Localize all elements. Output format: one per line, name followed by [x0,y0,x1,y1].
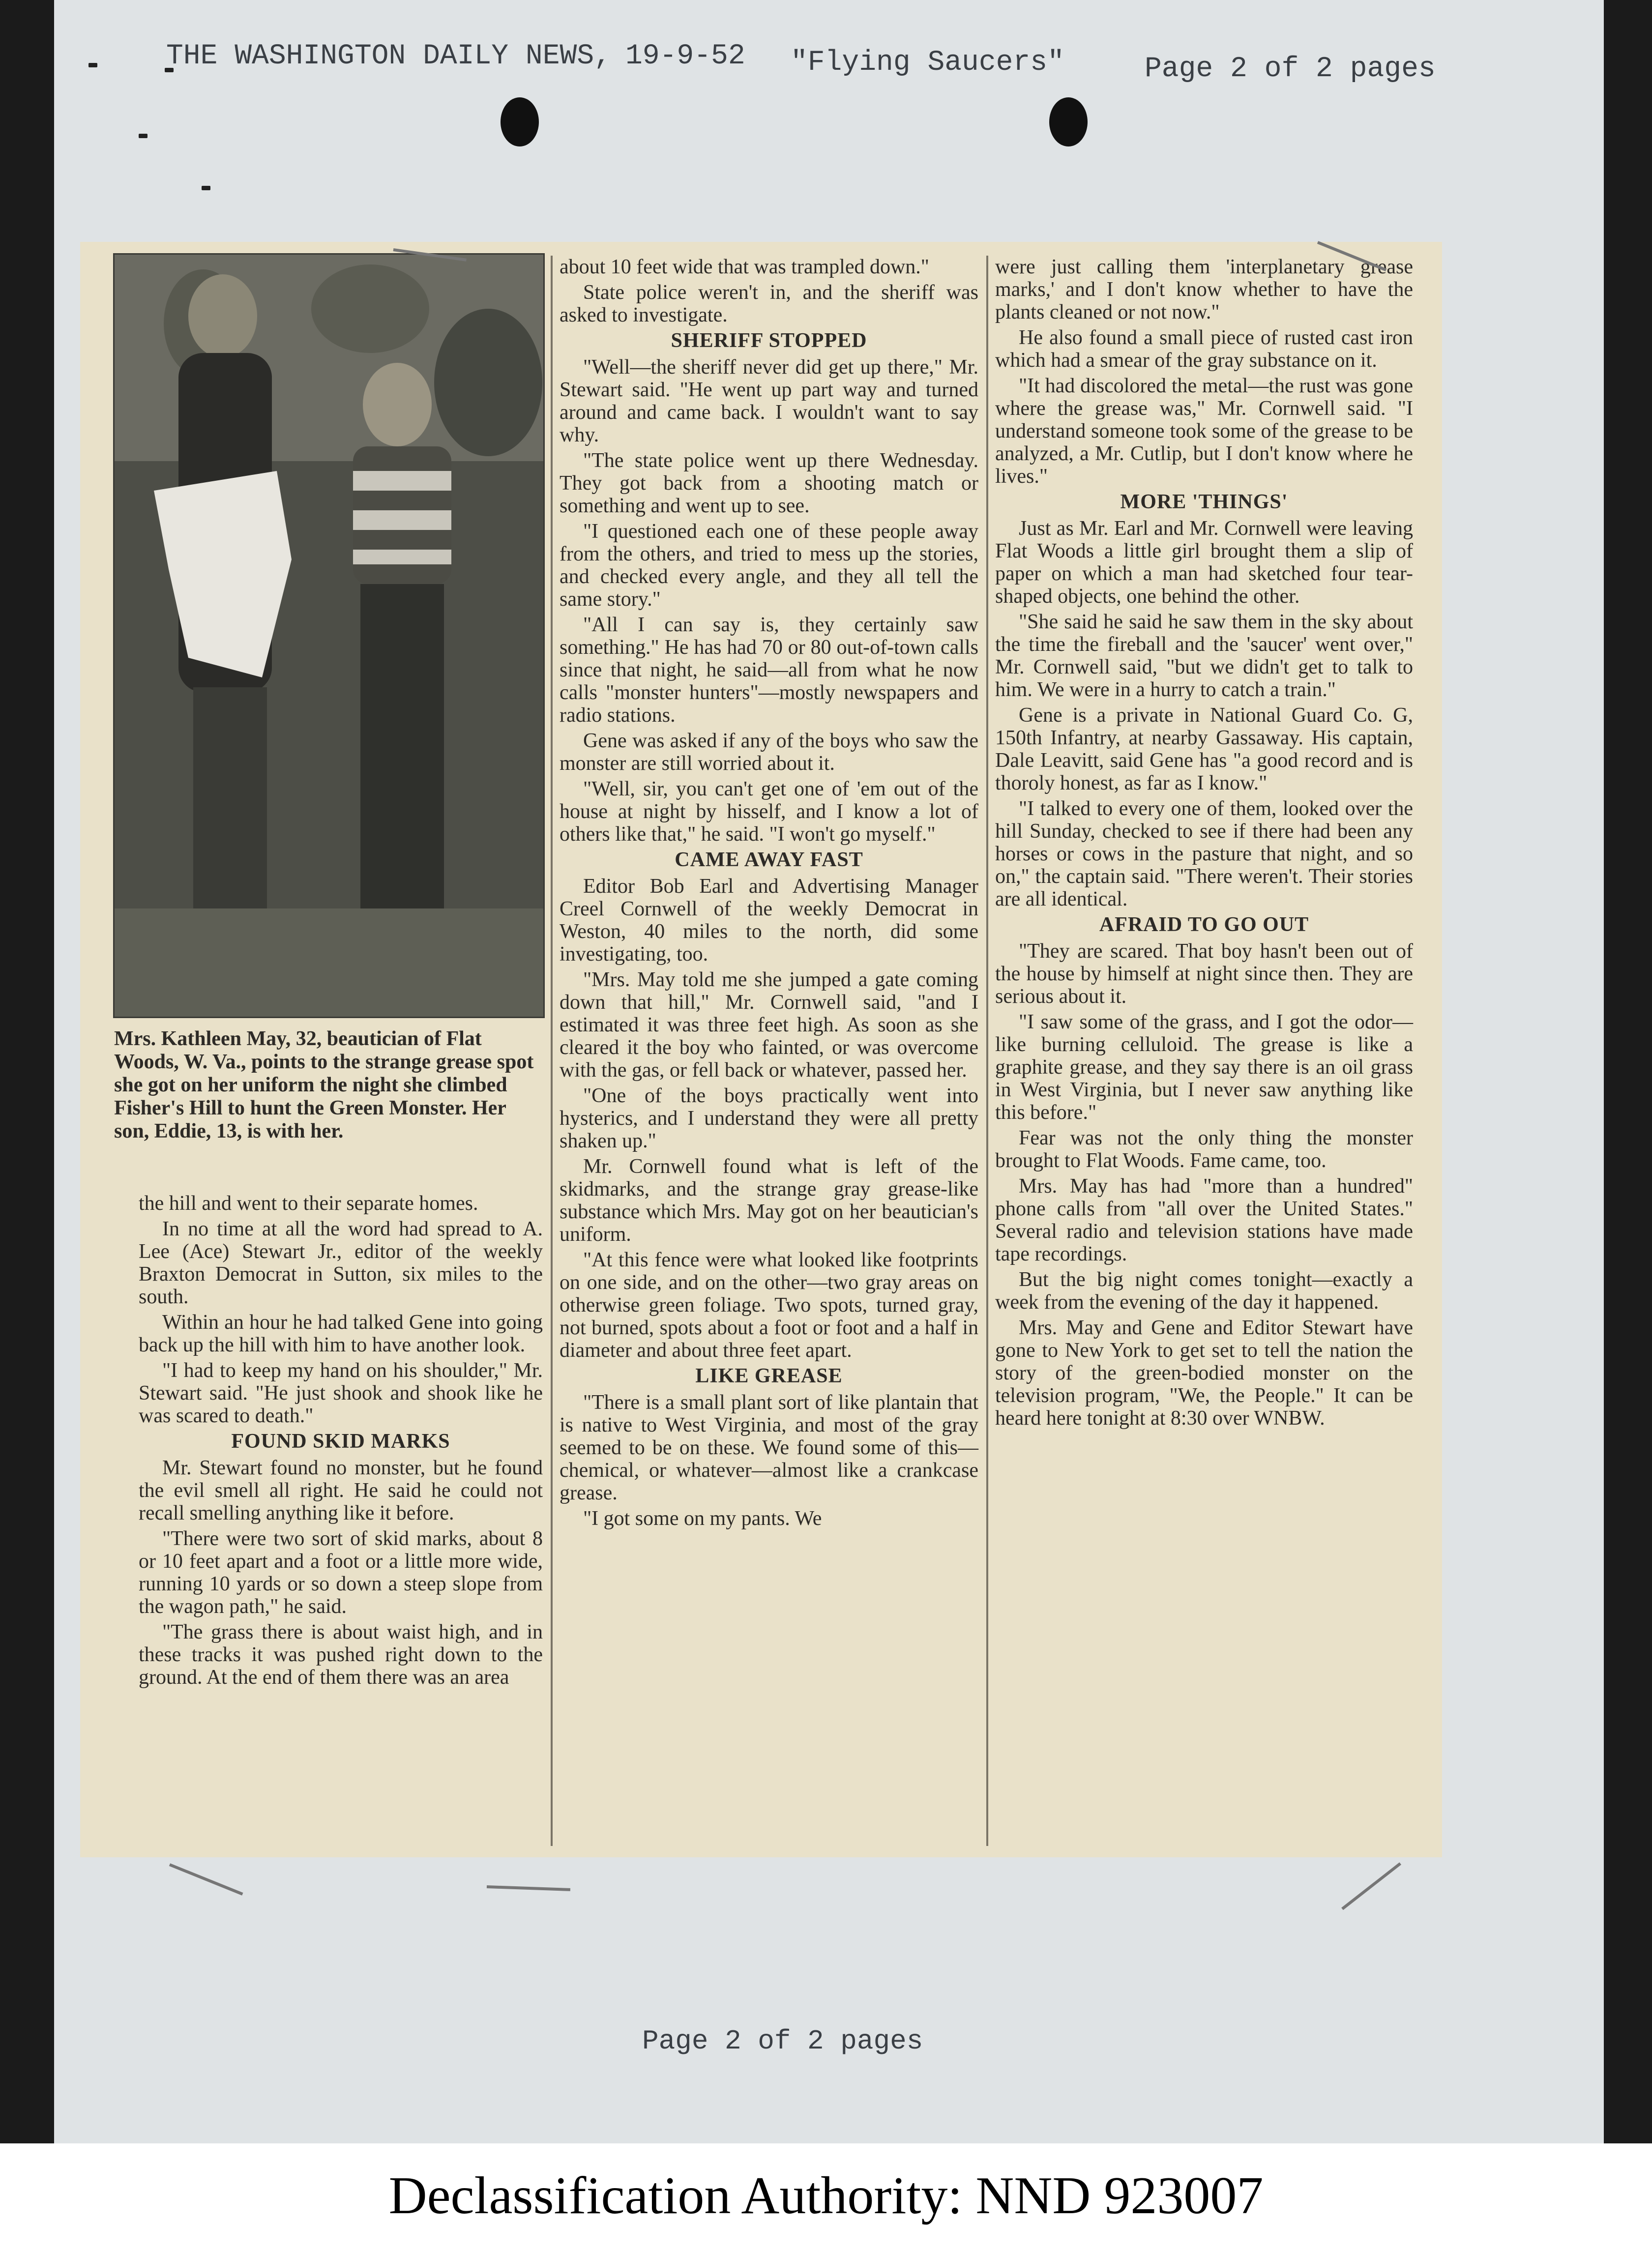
header-page: Page 2 of 2 pages [1145,53,1436,85]
paragraph: were just calling them 'interplanetary grease marks,' and I don't know whether to have the plants cleaned or not now." [995,256,1413,323]
article-column-2 [560,256,978,1533]
paragraph: "Mrs. May told me she jumped a gate coming down that hill," Mr. Cornwell said, "and I estimated it was three feet high. As soon as she cleared it the boy who fainted, or was overcome with the gas, or fell back or whatever, passed her. [560,968,978,1082]
paragraph: Editor Bob Earl and Advertising Manager Creel Cornwell of the weekly Democrat in Weston, 40 miles to the north, did some investigating, too. [560,875,978,966]
paragraph: State police weren't in, and the sheriff was asked to investigate. [560,281,978,326]
article-column-3 [995,256,1413,1433]
paragraph: "There were two sort of skid marks, about 8 or 10 feet apart and a foot or a little more wide, running 10 yards or so down a steep slope from the wagon path," he said. [139,1527,543,1618]
paragraph: Just as Mr. Earl and Mr. Cornwell were leaving Flat Woods a little girl brought them a slip of paper on which a man had sketched four tear-shaped objects, one behind the other. [995,517,1413,608]
paragraph: "Well—the sheriff never did get up there," Mr. Stewart said. "He went up part way and turned around and came back. I wouldn't want to say why. [560,356,978,446]
header-publication: THE WASHINGTON DAILY NEWS, [166,40,611,72]
paragraph: "I saw some of the grass, and I got the odor—like burning celluloid. The grease is like a graphite grease, and they say there is an oil grass in West Virginia, but I never saw anything like this before." [995,1011,1413,1124]
paragraph: In no time at all the word had spread to A. Lee (Ace) Stewart Jr., editor of the weekly Braxton Democrat in Sutton, six miles to the south. [139,1218,543,1308]
punch-hole [1049,97,1088,146]
photo-image [115,255,543,1017]
paragraph: "I got some on my pants. We [583,1507,822,1530]
paragraph: "There is a small plant sort of like plantain that is native to West Virginia, and most of the gray seemed to be on these. We found some of this—chemical, or whatever—almost like a crankcase grease. [560,1391,978,1504]
paragraph: "The grass there is about waist high, and in these tracks it was pushed right down to the ground. At the end of them there was an area [139,1621,543,1689]
subheading: AFRAID TO GO OUT [1099,913,1309,936]
paragraph: "She said he said he saw them in the sky about the time the fireball and the 'saucer' went over," Mr. Cornwell said, "but we didn't get to talk to him. We were in a hurry to catch a train." [995,611,1413,701]
header-subject: "Flying Saucers" [791,47,1064,79]
column-rule [986,256,988,1846]
photo-mother-and-son [113,253,545,1018]
declassification-authority: Declassification Authority: NND 923007 [388,2166,1264,2225]
subheading: MORE 'THINGS' [1120,491,1288,513]
paragraph: Mr. Stewart found no monster, but he found the evil smell all right. He said he could not recall smelling anything like it before. [139,1457,543,1524]
paragraph: He also found a small piece of rusted cast iron which had a smear of the gray substance on it. [995,326,1413,372]
paragraph: "At this fence were what looked like footprints on one side, and on the other—two gray areas on otherwise green foliage. Two spots, turned gray, not burned, spots about a foot or foot and a half in diameter and about three feet apart. [560,1249,978,1362]
subheading: SHERIFF STOPPED [671,329,867,352]
paragraph: Fear was not the only thing the monster brought to Flat Woods. Fame came, too. [995,1127,1413,1172]
column-rule [551,256,553,1846]
paragraph: "All I can say is, they certainly saw something." He has had 70 or 80 out-of-town calls since that night, he said—all from what he now calls "monster hunters"—mostly newspapers and radio stations. [560,614,978,727]
paragraph: "Well, sir, you can't get one of 'em out of the house at night by hisself, and I know a lot of others like that," he said. "I won't go myself." [560,778,978,846]
punch-hole [501,97,539,146]
paragraph: Within an hour he had talked Gene into going back up the hill with him to have another look. [139,1311,543,1356]
header-date: 19-9-52 [625,40,745,72]
subheading: CAME AWAY FAST [675,849,863,871]
paragraph: Mrs. May has had "more than a hundred" phone calls from "all over the United States." Several radio and television stations have made tape recordings. [995,1175,1413,1265]
paragraph: "I had to keep my hand on his shoulder," Mr. Stewart said. "He just shook and shook like he was scared to death." [139,1359,543,1427]
paragraph: "One of the boys practically went into hysterics, and I understand they were all pretty shaken up." [560,1084,978,1152]
margin-mark [202,186,210,190]
paragraph: about 10 feet wide that was trampled down." [560,256,929,278]
photo-caption: Mrs. Kathleen May, 32, beautician of Flat Woods, W. Va., points to the strange grease spot she got on her uniform the night she climbed Fisher's Hill to hunt the Green Monster. Her son, Eddie, 13, is with her. [114,1027,534,1142]
paragraph: the hill and went to their separate homes. [139,1192,478,1215]
paragraph: "I talked to every one of them, looked over the hill Sunday, checked to see if there had been any horses or cows in the pasture that night, and so on," the captain said. "There weren't. Their stories are all identical. [995,797,1413,910]
paragraph: "It had discolored the metal—the rust was gone where the grease was," Mr. Cornwell said. "I understand someone took some of the grease to be analyzed, a Mr. Cutlip, but I don't know where he lives." [995,375,1413,488]
subheading: FOUND SKID MARKS [231,1430,450,1453]
margin-mark [88,63,97,67]
paragraph: Mrs. May and Gene and Editor Stewart have gone to New York to get set to tell the nation the story of the green-bodied monster on the television program, "We, the People." It can be heard here tonight at 8:30 over WNBW. [995,1317,1413,1430]
paragraph: "They are scared. That boy hasn't been out of the house by himself at night since then. They are serious about it. [995,940,1413,1008]
paragraph: Gene was asked if any of the boys who saw the monster are still worried about it. [560,730,978,775]
paragraph: Gene is a private in National Guard Co. G, 150th Infantry, at nearby Gassaway. His captain, Dale Leavitt, said Gene has "a good record and is thoroly honest, as far as I know." [995,704,1413,794]
paragraph: Mr. Cornwell found what is left of the skidmarks, and the strange gray grease-like substance which Mrs. May got on her beautician's uniform. [560,1155,978,1246]
paragraph: But the big night comes tonight—exactly a week from the evening of the day it happened. [995,1268,1413,1314]
subheading: LIKE GREASE [695,1365,843,1387]
bottom-page-note: Page 2 of 2 pages [642,2025,923,2057]
article-column-1 [139,1192,543,1692]
paragraph: "I questioned each one of these people away from the others, and tried to mess up the stories, and checked every angle, and they all tell the same story." [560,520,978,611]
footer-band [0,2143,1652,2254]
paragraph: "The state police went up there Wednesday. They got back from a shooting match or something and went up to see. [560,449,978,517]
margin-mark [139,134,148,138]
